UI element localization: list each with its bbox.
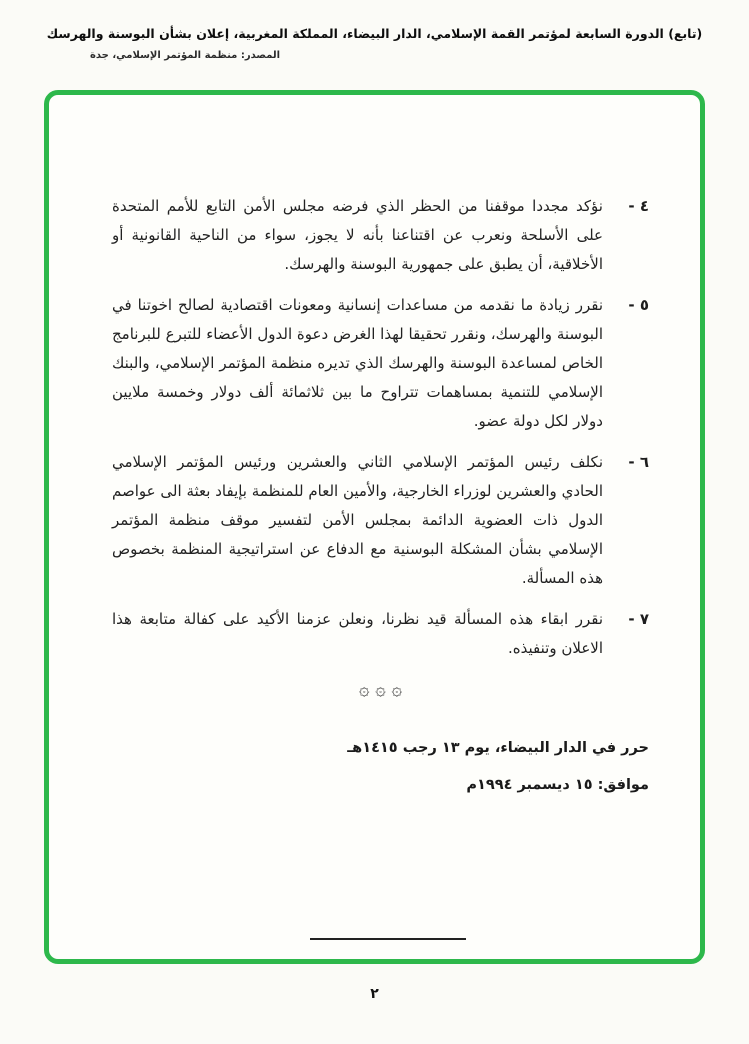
clause-text: نقرر زيادة ما نقدمه من مساعدات إنسانية ومعونات اقتصادية لصالح اخوتنا في البوسنة والهرسك، ونقرر تحقيقا لهذا الغرض دعوة الدول الأعضاء للتبرع للبرنامج الخاص لمساعدة البوسنة والهرسك الذي تديره منظمة المؤتمر الإسلامي، والبنك الإسلامي للتنمية بمساهمات تتراوح ما بين ثلاثمائة ألف دولار وخمسة ملايين دولار لكل دولة عضو. [112, 296, 603, 430]
clause-text: نكلف رئيس المؤتمر الإسلامي الثاني والعشرين ورئيس المؤتمر الإسلامي الحادي والعشرين لوزراء الخارجية، والأمين العام للمنظمة بإيفاد بعثة الى عواصم الدول ذات العضوية الدائمة بمجلس الأمن لتفسير موقف منظمة المؤتمر الإسلامي بشأن المشكلة البوسنية مع الدفاع عن استراتيجية المنظمة بخصوص هذه المسألة. [112, 453, 603, 587]
footer-rule [310, 938, 466, 940]
catalog-header-source: المصدر: منظمة المؤتمر الإسلامي، جدة [90, 50, 281, 61]
document-body [112, 192, 649, 804]
clause-text: نؤكد مجددا موقفنا من الحظر الذي فرضه مجلس الأمن التابع للأمم المتحدة على الأسلحة ونعرب عن اقتناعنا بأنه لا يجوز، سواء من الناحية القانونية أو الأخلاقية، أن يطبق على جمهورية البوسنة والهرسك. [112, 197, 603, 273]
clause-number: ٥ - [628, 296, 649, 315]
clause-item-7 [112, 605, 649, 663]
clause-item-5 [112, 291, 649, 435]
clause-number: ٤ - [628, 197, 649, 215]
ornament-divider-icon: ۞ ۞ ۞ [358, 678, 403, 700]
clause-item-6 [112, 448, 649, 592]
clause-item-4 [112, 192, 649, 278]
clause-number: ٧ - [628, 610, 649, 629]
issuance-block [112, 730, 649, 804]
catalog-header-title: (تابع) الدورة السابعة لمؤتمر القمة الإسلامي، الدار البيضاء، المملكة المغربية، إعلان بشأن البوسنة والهرسك [46, 26, 703, 41]
issued-date-line: موافق: ١٥ ديسمبر ١٩٩٤م [466, 776, 649, 793]
page-number: ٢ [370, 986, 379, 1002]
issued-place-line: حرر في الدار البيضاء، يوم ١٣ رجب ١٤١٥هـ [347, 739, 649, 756]
clause-number: ٦ - [628, 453, 649, 472]
clause-text: نقرر ابقاء هذه المسألة قيد نظرنا، ونعلن عزمنا الأكيد على كفالة متابعة هذا الاعلان وتنفيذه. [112, 610, 603, 658]
